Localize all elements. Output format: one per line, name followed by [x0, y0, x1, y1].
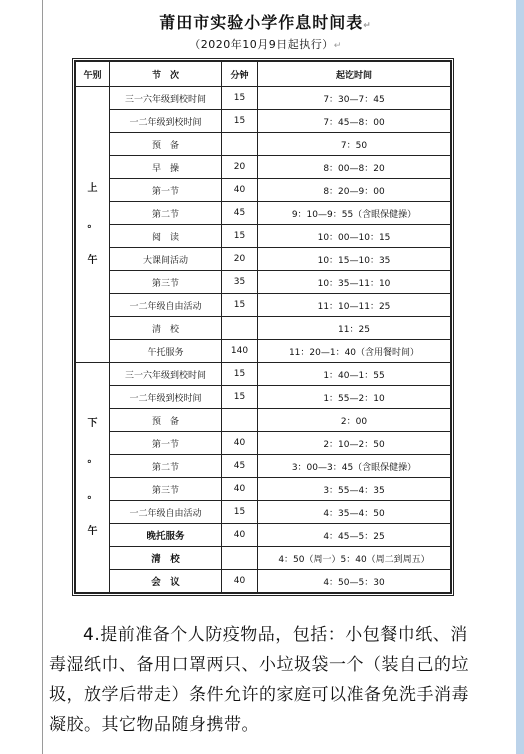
section-cell: 午托服务 [110, 340, 222, 363]
left-margin [0, 0, 43, 754]
table-row [76, 248, 451, 271]
minutes-cell: 35 [222, 271, 258, 294]
time-cell: 11：20—1：40（含用餐时间） [258, 340, 451, 363]
document-title [43, 10, 488, 33]
time-cell: 2：10—2：50 [258, 432, 451, 455]
table-row [76, 87, 451, 110]
subtitle-text: （2020年10月9日起执行） [189, 38, 334, 51]
time-cell: 11：25 [258, 317, 451, 340]
table-row [76, 478, 451, 501]
minutes-cell [222, 133, 258, 156]
section-cell: 第三节 [110, 478, 222, 501]
table-row [76, 294, 451, 317]
period-label-char: 午 [87, 525, 98, 537]
table-row [76, 524, 451, 547]
table-row [76, 432, 451, 455]
time-cell: 10：15—10：35 [258, 248, 451, 271]
section-cell: 早 操 [110, 156, 222, 179]
time-cell: 10：00—10：15 [258, 225, 451, 248]
time-cell: 7：30—7：45 [258, 87, 451, 110]
header-section: 节 次 [110, 62, 222, 87]
minutes-cell: 40 [222, 524, 258, 547]
header-time: 起讫时间 [258, 62, 451, 87]
minutes-cell: 15 [222, 501, 258, 524]
minutes-cell: 40 [222, 179, 258, 202]
section-cell: 一二年级自由活动 [110, 294, 222, 317]
section-cell: 会 议 [110, 570, 222, 593]
schedule-table [72, 58, 454, 596]
section-cell: 一二年级自由活动 [110, 501, 222, 524]
minutes-cell [222, 547, 258, 570]
table-row [76, 386, 451, 409]
period-label-char: 。 [87, 218, 98, 230]
table-row [76, 570, 451, 593]
time-cell: 11：10—11：25 [258, 294, 451, 317]
paragraph-text: 4.提前准备个人防疫物品，包括：小包餐巾纸、消毒湿纸巾、备用口罩两只、小垃圾袋一个（装自己的垃圾，放学后带走）条件允许的家庭可以准备免洗手消毒凝胶。其它物品随身携带。 [49, 625, 469, 735]
minutes-cell: 15 [222, 87, 258, 110]
minutes-cell: 15 [222, 225, 258, 248]
afternoon-period-label [76, 363, 110, 593]
document-page [43, 0, 488, 754]
table-row [76, 225, 451, 248]
section-cell: 预 备 [110, 409, 222, 432]
section-cell: 阅 读 [110, 225, 222, 248]
minutes-cell: 45 [222, 455, 258, 478]
period-label-char: 上 [87, 182, 98, 194]
time-cell: 8：00—8：20 [258, 156, 451, 179]
time-cell: 9：10—9：55（含眼保健操） [258, 202, 451, 225]
section-cell: 一二年级到校时间 [110, 386, 222, 409]
section-cell: 三一六年级到校时间 [110, 363, 222, 386]
table-row [76, 501, 451, 524]
time-cell: 2：00 [258, 409, 451, 432]
table-row [76, 363, 451, 386]
document-subtitle [43, 36, 488, 52]
time-cell: 4：35—4：50 [258, 501, 451, 524]
title-text: 莆田市实验小学作息时间表 [159, 13, 364, 32]
minutes-cell: 20 [222, 156, 258, 179]
paragraph-mark: ↵ [363, 21, 372, 31]
section-cell: 清 校 [110, 547, 222, 570]
scrollbar-track[interactable] [516, 0, 524, 754]
minutes-cell: 40 [222, 432, 258, 455]
time-cell: 10：35—11：10 [258, 271, 451, 294]
minutes-cell: 140 [222, 340, 258, 363]
table-row [76, 340, 451, 363]
section-cell: 预 备 [110, 133, 222, 156]
time-cell: 1：40—1：55 [258, 363, 451, 386]
body-paragraph [49, 620, 485, 740]
time-cell: 7：50 [258, 133, 451, 156]
time-cell: 1：55—2：10 [258, 386, 451, 409]
time-cell: 3：55—4：35 [258, 478, 451, 501]
time-cell: 3：00—3：45（含眼保健操） [258, 455, 451, 478]
minutes-cell: 15 [222, 363, 258, 386]
table-header-row [76, 62, 451, 87]
time-cell: 8：20—9：00 [258, 179, 451, 202]
time-cell: 4：45—5：25 [258, 524, 451, 547]
period-label-char: 。 [87, 453, 98, 465]
table-row [76, 547, 451, 570]
time-cell: 4：50—5：30 [258, 570, 451, 593]
minutes-cell: 15 [222, 294, 258, 317]
minutes-cell [222, 409, 258, 432]
minutes-cell: 15 [222, 110, 258, 133]
period-label-char: 午 [87, 254, 98, 266]
period-label-char: 下 [87, 417, 98, 429]
table-row [76, 156, 451, 179]
table-row [76, 202, 451, 225]
minutes-cell: 40 [222, 570, 258, 593]
table-row [76, 317, 451, 340]
table-row [76, 133, 451, 156]
table-row [76, 455, 451, 478]
header-minutes: 分钟 [222, 62, 258, 87]
minutes-cell: 45 [222, 202, 258, 225]
header-period: 午别 [76, 62, 110, 87]
section-cell: 第一节 [110, 179, 222, 202]
paragraph-mark: ↵ [333, 41, 342, 51]
table-row [76, 179, 451, 202]
morning-period-label [76, 87, 110, 363]
minutes-cell: 40 [222, 478, 258, 501]
minutes-cell: 20 [222, 248, 258, 271]
section-cell: 大课间活动 [110, 248, 222, 271]
table-row [76, 110, 451, 133]
minutes-cell: 15 [222, 386, 258, 409]
period-label-char: 。 [87, 489, 98, 501]
section-cell: 三一六年级到校时间 [110, 87, 222, 110]
time-cell: 7：45—8：00 [258, 110, 451, 133]
section-cell: 第二节 [110, 455, 222, 478]
minutes-cell [222, 317, 258, 340]
section-cell: 第二节 [110, 202, 222, 225]
section-cell: 清 校 [110, 317, 222, 340]
section-cell: 第三节 [110, 271, 222, 294]
section-cell: 晚托服务 [110, 524, 222, 547]
table-row [76, 271, 451, 294]
time-cell: 4：50（周一）5：40（周二到周五） [258, 547, 451, 570]
table-row [76, 409, 451, 432]
section-cell: 第一节 [110, 432, 222, 455]
section-cell: 一二年级到校时间 [110, 110, 222, 133]
